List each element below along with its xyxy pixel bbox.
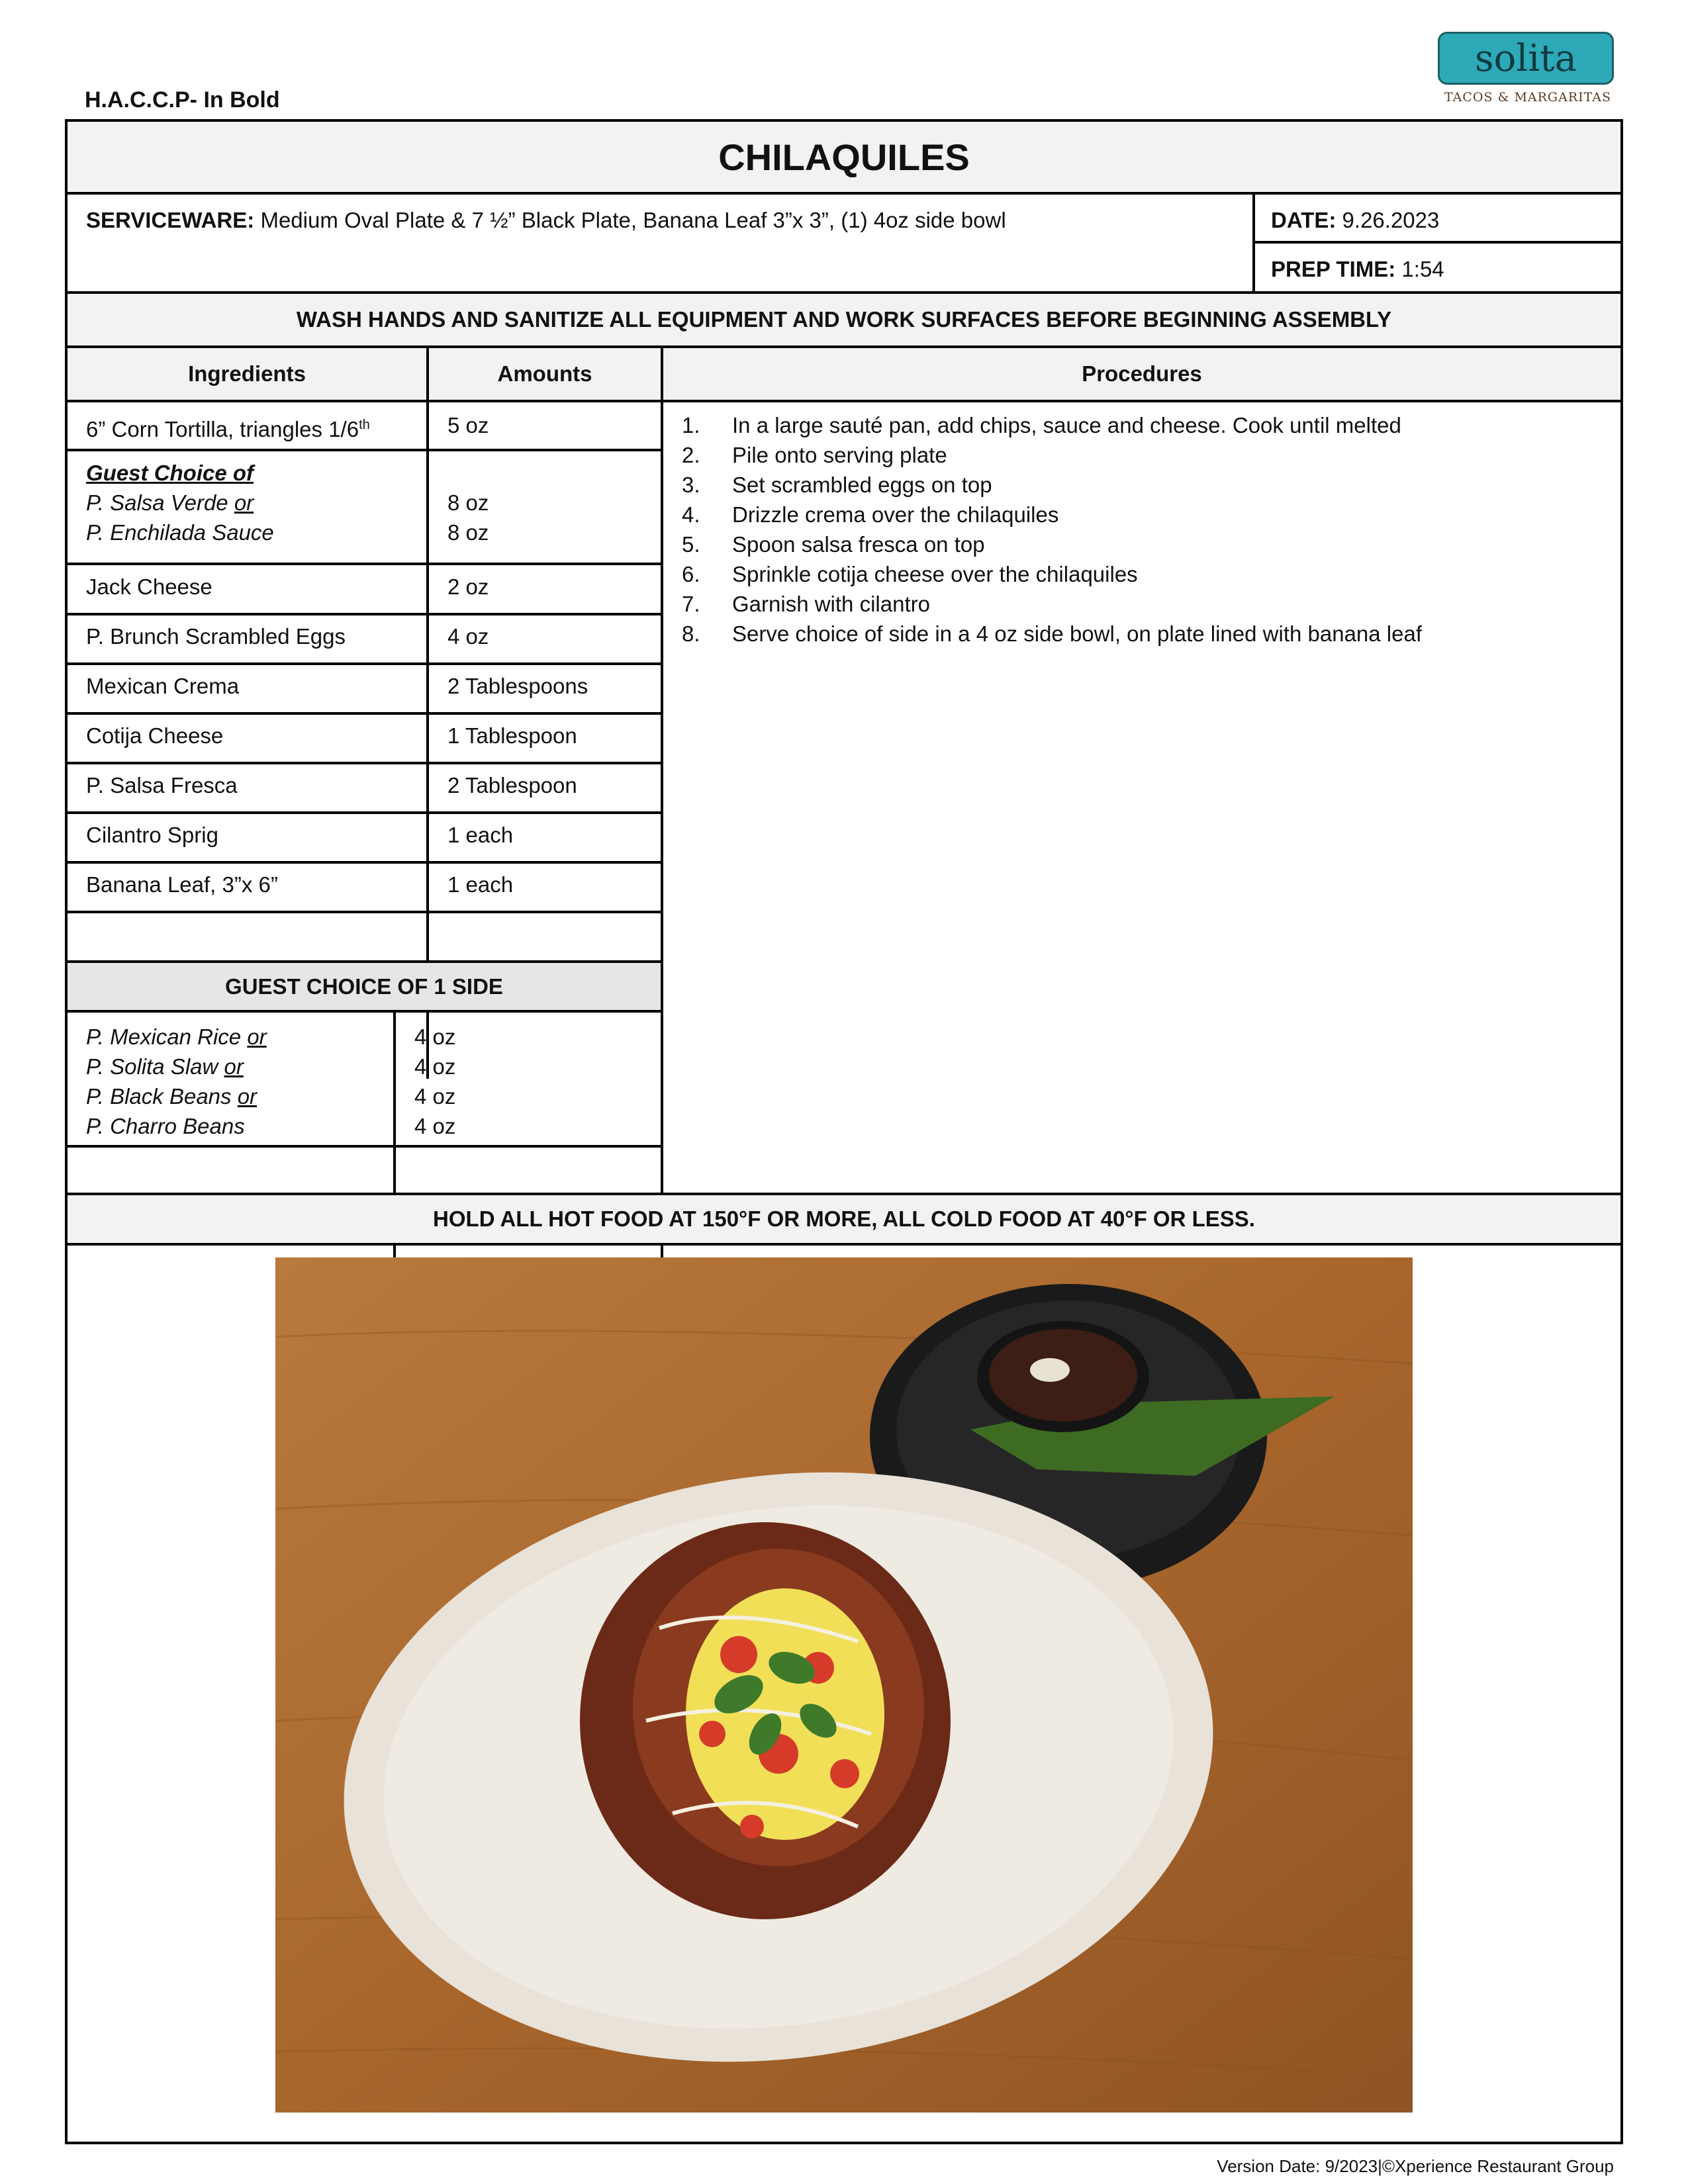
procedure-step: 6. Sprinkle cotija cheese over the chilaquiles <box>682 562 1138 586</box>
prep-time-line <box>1271 254 1602 284</box>
side-amount: 4 oz <box>414 1114 456 1138</box>
ingredient-amount: 2 Tablespoons <box>447 674 588 698</box>
sauce-option: P. Enchilada Sauce <box>86 520 274 545</box>
side-choice-header: GUEST CHOICE OF 1 SIDE <box>68 963 661 1010</box>
serviceware-line <box>86 205 1278 235</box>
procedure-step: 1. In a large sauté pan, add chips, sauce and cheese. Cook until melted <box>682 413 1401 437</box>
ingredient-name: Cilantro Sprig <box>86 823 218 847</box>
ingredient-amount: 2 oz <box>447 574 489 599</box>
haccp-note: H.A.C.C.P- In Bold <box>85 87 280 113</box>
ingredient-name: P. Salsa Fresca <box>86 773 238 797</box>
ingredient-name: Mexican Crema <box>86 674 240 698</box>
prep-time-label: PREP TIME: <box>1271 257 1396 281</box>
procedure-step: 7. Garnish with cilantro <box>682 592 930 616</box>
logo-tagline: TACOS & MARGARITAS <box>1444 90 1612 105</box>
guest-choice-group <box>86 458 274 547</box>
ingredient-name: Banana Leaf, 3”x 6” <box>86 872 278 897</box>
date-label: DATE: <box>1271 208 1336 232</box>
date-value: 9.26.2023 <box>1336 208 1440 232</box>
ingredient-amount: 1 Tablespoon <box>447 723 577 748</box>
serviceware-value: Medium Oval Plate & 7 ½” Black Plate, Banana Leaf 3”x 3”, (1) 4oz side bowl <box>254 208 1006 232</box>
sauce-amounts <box>447 488 489 547</box>
procedure-step: 8. Serve choice of side in a 4 oz side bowl, on plate lined with banana leaf <box>682 621 1422 646</box>
procedure-step: 2. Pile onto serving plate <box>682 443 947 467</box>
procedures-list <box>682 410 1609 649</box>
dish-photo <box>275 1257 1413 2113</box>
side-amounts <box>414 1022 455 1141</box>
amounts-header: Amounts <box>429 348 661 400</box>
ingredient-sup: th <box>359 418 370 432</box>
side-option: P. Mexican Rice <box>86 1024 248 1049</box>
procedure-step: 4. Drizzle crema over the chilaquiles <box>682 502 1059 527</box>
or-text: or <box>234 490 254 515</box>
solita-logo <box>1438 32 1618 105</box>
ingredient-name: P. Brunch Scrambled Eggs <box>86 624 346 649</box>
logo-wordmark: solita <box>1438 32 1614 85</box>
guest-choice-title: Guest Choice of <box>86 461 254 485</box>
procedure-step: 3. Set scrambled eggs on top <box>682 473 992 497</box>
side-option: P. Charro Beans <box>86 1114 245 1138</box>
procedure-step: 5. Spoon salsa fresca on top <box>682 532 985 557</box>
ingredient-amount: 1 each <box>447 823 514 847</box>
ingredient-amount: 5 oz <box>447 413 489 437</box>
side-option: P. Black Beans <box>86 1084 238 1109</box>
ingredient-amount: 2 Tablespoon <box>447 773 577 797</box>
wash-note: WASH HANDS AND SANITIZE ALL EQUIPMENT AND WORK SURFACES BEFORE BEGINNING ASSEMBLY <box>68 294 1620 345</box>
date-line <box>1271 205 1602 235</box>
sauce-amount: 8 oz <box>447 490 489 515</box>
version-footer: Version Date: 9/2023|©Xperience Restaurant Group <box>1217 2156 1614 2176</box>
side-amount: 4 oz <box>414 1054 456 1079</box>
ingredient-row <box>86 410 370 444</box>
ingredient-amount: 4 oz <box>447 624 489 649</box>
sauce-option: P. Salsa Verde <box>86 490 234 515</box>
recipe-title: CHILAQUILES <box>718 136 970 178</box>
side-options <box>86 1022 267 1141</box>
serviceware-label: SERVICEWARE: <box>86 208 255 232</box>
or-text: or <box>224 1054 244 1079</box>
ingredient-name: 6” Corn Tortilla, triangles 1/6 <box>86 417 359 441</box>
prep-time-value: 1:54 <box>1395 257 1444 281</box>
side-amount: 4 oz <box>414 1024 456 1049</box>
sauce-amount: 8 oz <box>447 520 489 545</box>
ingredient-amount: 1 each <box>447 872 514 897</box>
ingredient-name: Cotija Cheese <box>86 723 224 748</box>
side-option: P. Solita Slaw <box>86 1054 224 1079</box>
side-amount: 4 oz <box>414 1084 456 1109</box>
ingredients-header: Ingredients <box>68 348 426 400</box>
ingredient-name: Jack Cheese <box>86 574 212 599</box>
hold-temperature-note: HOLD ALL HOT FOOD AT 150°F OR MORE, ALL COLD FOOD AT 40°F OR LESS. <box>68 1195 1620 1243</box>
or-text: or <box>247 1024 267 1049</box>
procedures-header: Procedures <box>663 348 1620 400</box>
or-text: or <box>237 1084 258 1109</box>
